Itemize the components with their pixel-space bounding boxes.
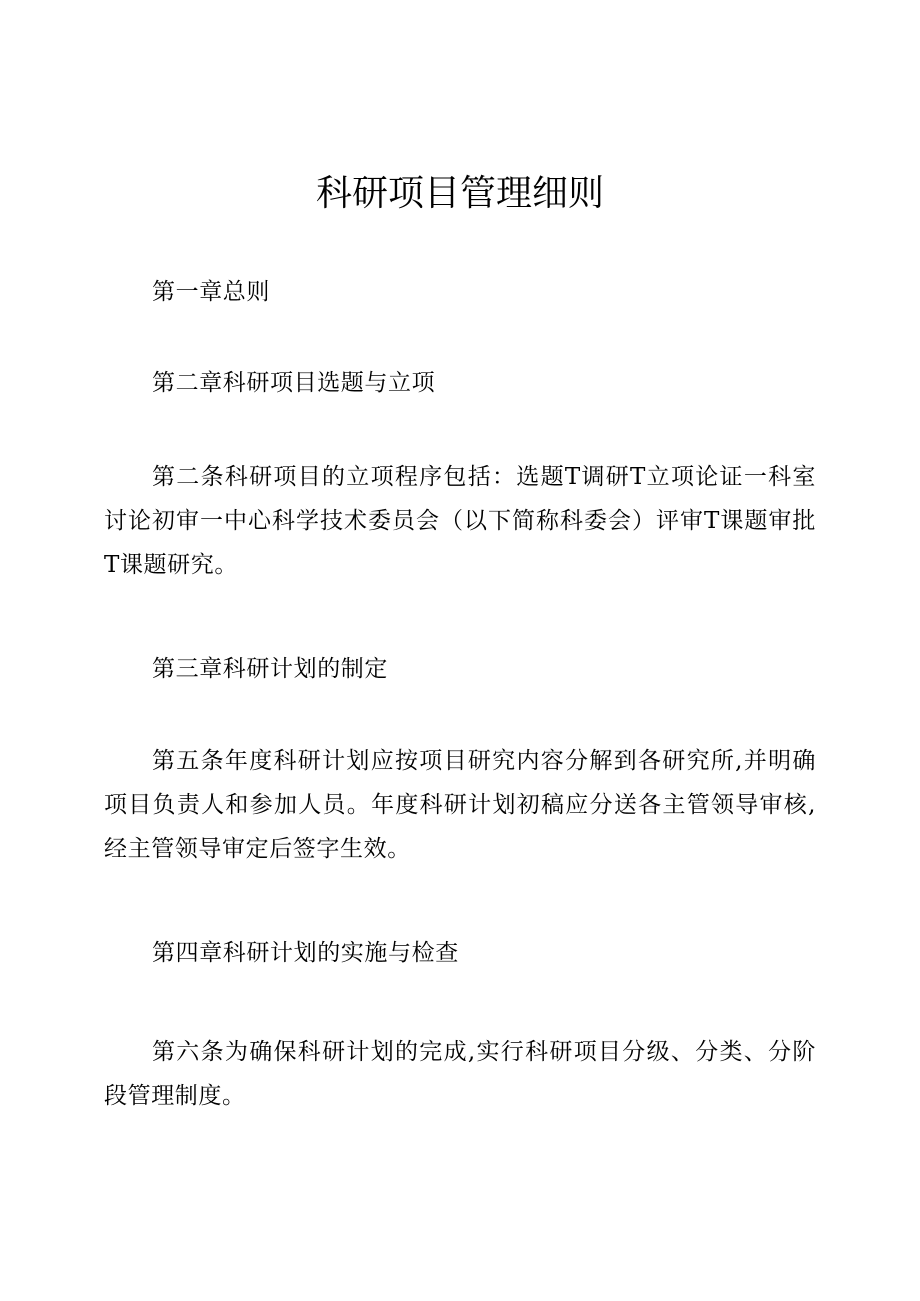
chapter-heading-2: 第二章科研项目选题与立项: [152, 370, 436, 396]
article-paragraph-6: 第六条为确保科研计划的完成,实行科研项目分级、分类、分阶段管理制度。: [104, 1039, 816, 1109]
article-paragraph-2: 第二条科研项目的立项程序包括：选题T调研T立项论证一科室讨论初审一中心科学技术委员会（以下简称科委会）评审T课题审批T课题研究。: [104, 464, 816, 578]
document-title: 科研项目管理细则: [315, 173, 604, 214]
chapter-heading-4: 第四章科研计划的实施与检查: [152, 940, 459, 966]
article-paragraph-5: 第五条年度科研计划应按项目研究内容分解到各研究所,并明确项目负责人和参加人员。年度科研计划初稿应分送各主管领导审核,经主管领导审定后签字生效。: [104, 748, 816, 862]
chapter-heading-1: 第一章总则: [152, 279, 270, 305]
chapter-heading-3: 第三章科研计划的制定: [152, 656, 388, 682]
